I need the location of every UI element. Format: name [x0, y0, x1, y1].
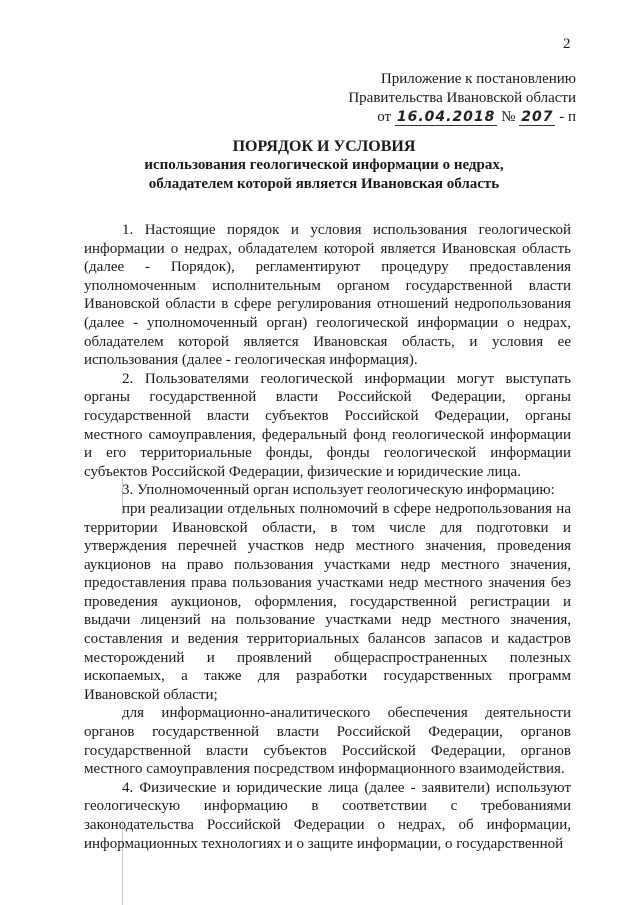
page-number: 2: [563, 36, 571, 52]
appendix-header: [318, 70, 576, 127]
document-subtitle-line-2: обладателем которой является Ивановская область: [148, 176, 500, 192]
number-suffix: - п: [559, 109, 576, 125]
paragraph-4: 4. Физические и юридические лица (далее - заявители) используют геологическую информацию в соответствии с требованиями законодательства Российской Федерации о недрах, об информации, информационных технологиях и о защите информации, о государственной: [84, 779, 571, 852]
appendix-line-3: [318, 108, 576, 127]
appendix-line-2: Правительства Ивановской области: [348, 90, 576, 106]
number-sign: №: [501, 109, 516, 125]
body-text: [84, 221, 571, 853]
paragraph-3: 3. Уполномоченный орган использует геологическую информацию:: [122, 482, 555, 499]
document-subtitle-line-1: использования геологической информации о недрах,: [144, 157, 504, 173]
document-title: ПОРЯДОК И УСЛОВИЯ: [232, 138, 416, 155]
paragraph-3-item-1: при реализации отдельных полномочий в сфере недропользования на территории Ивановской области, в том числе для подготовки и утверждения перечней участков недр местного значения, проведения аукционов на право пользования участками недр местного значения, предоставления права пользования участками недр местного значения без проведения аукционов, оформления, государственной регистрации и выдачи лицензий на пользование участками недр местного значения, составления и ведения территориальных балансов запасов и кадастров месторождений и проявлений общераспространенных полезных ископаемых, а также для разработки государственных программ Ивановской области;: [84, 500, 571, 703]
handwritten-number: 207: [521, 109, 554, 125]
paragraph-3-item-2: для информационно-аналитического обеспечения деятельности органов государственной власти Российской Федерации, органов государственной власти субъектов Российской Федерации, органов местного самоуправления посредством информационного взаимодействия.: [84, 705, 571, 778]
date-prefix: от: [377, 109, 392, 125]
handwritten-date: 16.04.2018: [396, 109, 496, 125]
title-block: [80, 137, 568, 194]
appendix-line-1: Приложение к постановлению: [380, 71, 576, 87]
paragraph-2: 2. Пользователями геологической информации могут выступать органы государственной власти Российской Федерации, органы государственной власти субъектов Российской Федерации, органы местного самоуправления, федеральный фонд геологической информации и его территориальные фонды, фонды геологической информации субъектов Российской Федерации, физические и юридические лица.: [84, 370, 571, 480]
paragraph-1: 1. Настоящие порядок и условия использования геологической информации о недрах, обладателем которой является Ивановская область (далее - Порядок), регламентируют процедуру предоставления уполномоченным исполнительным органом государственной власти Ивановской области в сфере регулирования отношений недропользования (далее - уполномоченный орган) геологической информации о недрах, обладателем которой является Ивановская область, и условия ее использования (далее - геологическая информация).: [84, 222, 571, 369]
